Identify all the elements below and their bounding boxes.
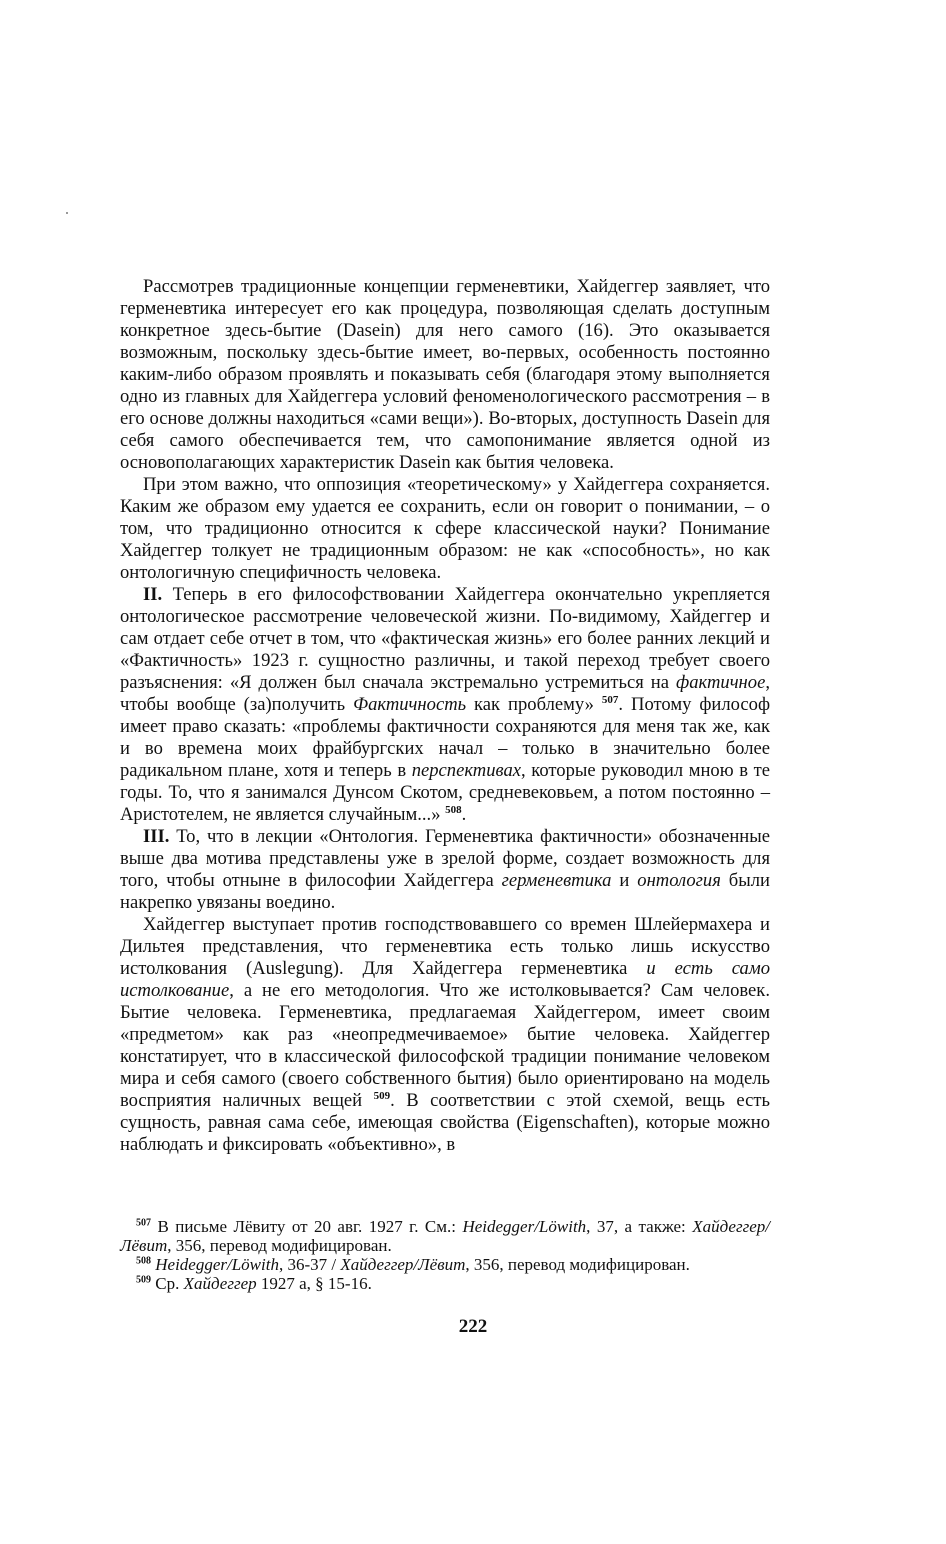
emphasis: Хайдеггер/Лёвит	[340, 1255, 466, 1274]
footnote-1	[120, 1217, 770, 1255]
text-run: и	[611, 870, 638, 891]
text-run: , 356, перевод модифицирован.	[167, 1236, 392, 1255]
text-run: Теперь в его философствовании Хайдеггера окончательно укрепляется онтологическое рассмотрение человеческой жизни. По-видимому, Хайдеггер и сам отдает себе отчет в том, что «фактическая жизнь» его более ранних лекций и «Фактичность» 1923 г. сущностно различны, и такой переход требует своего разъяснения: «Я должен был сначала экстремально устремиться на	[120, 584, 770, 693]
footnote-ref: 507	[136, 1217, 151, 1229]
footnote-ref: 508	[445, 803, 462, 816]
text-run: .	[461, 804, 467, 825]
footnote-3	[120, 1274, 770, 1293]
text-run: При этом важно, что оппозиция «теоретическому» у Хайдеггера сохраняется. Каким же образом ему удается ее сохранить, если он говорит о понимании, – о том, что традиционно относится к сфере классической науки? Понимание Хайдеггер толкует не традиционным образом: не как «способность», но как онтологичную специфичность человека.	[120, 474, 770, 583]
text-run: 1927 а, § 15-16.	[256, 1274, 372, 1293]
emphasis: перспективах	[411, 760, 522, 781]
paragraph-5	[120, 914, 770, 1156]
text-run: Хайдеггер выступает против господствовавшего со времен Шлейермахера и Дильтея представления, что герменевтика есть только лишь искусство истолкования (Auslegung). Для Хайдеггера герменевтика	[120, 914, 770, 979]
text-run: . В соответствии с этой схемой, вещь есть сущность, равная сама себе, имеющая свойства (Eigenschaften), которые можно наблюдать и фиксировать «объективно», в	[120, 1090, 770, 1155]
emphasis: фактичное	[676, 672, 766, 693]
paragraph-4	[120, 826, 770, 914]
page-number: 222	[458, 1316, 488, 1337]
footnote-ref: 507	[601, 693, 619, 706]
text-run: Ср.	[151, 1274, 184, 1293]
text-run: , 36-37 /	[278, 1255, 341, 1274]
emphasis: Heidegger/Löwith	[462, 1217, 587, 1236]
section-marker: II.	[143, 584, 163, 605]
main-text	[120, 276, 770, 1156]
emphasis: онтология	[637, 870, 721, 891]
paragraph-2	[120, 474, 770, 584]
footnote-ref: 509	[136, 1274, 151, 1286]
text-run: , 356, перевод модифицирован.	[465, 1255, 690, 1274]
paragraph-3	[120, 584, 770, 826]
text-run: То, что в лекции «Онтология. Герменевтика фактичности» обозначенные выше два мотива представлены уже в зрелой форме, создает возможность для того, чтобы отныне в философии Хайдеггера	[120, 826, 770, 891]
text-run: , 37, а также:	[586, 1217, 693, 1236]
footnotes	[120, 1217, 770, 1293]
text-run: Рассмотрев традиционные концепции герменевтики, Хайдеггер заявляет, что герменевтика интересует его как процедура, позволяющая сделать доступным конкретное здесь-бытие (Dasein) для него самого (16). Это оказывается возможным, поскольку здесь-бытие имеет, во-первых, особенность постоянно каким-либо образом проявлять и показывать себя (благодаря этому выполняется одно из главных для Хайдеггера условий феноменологического рассмотрения – в его основе должны находиться «сами вещи»). Во-вторых, доступность Dasein для себя самого обеспечивается тем, что самопонимание является одной из основополагающих характеристик Dasein как бытия человека.	[120, 276, 770, 473]
text-run: как проблему»	[466, 694, 602, 715]
text-run: , а не его методология. Что же истолковывается? Сам человек. Бытие человека. Герменевтика, предлагаемая Хайдеггером, имеет своим «предметом» как раз «неопредмечиваемое» бытие человека. Хайдеггер констатирует, что в классической философской традиции понимание человеком мира и себя самого (своего собственного бытия) было ориентировано на модель восприятия наличных вещей	[120, 980, 770, 1111]
footnote-ref: 509	[373, 1089, 391, 1102]
emphasis: герменевтика	[501, 870, 612, 891]
text-run: , которые руководил мною в те годы. То, что я занимался Дунсом Скотом, средневековьем, а потом постоянно – Аристотелем, не является случайным...»	[120, 760, 770, 825]
footnote-ref: 508	[136, 1255, 151, 1267]
section-marker: III.	[143, 826, 170, 847]
text-run: , чтобы вообще (за)получить	[120, 672, 770, 715]
emphasis: Хайдеггер	[183, 1274, 257, 1293]
scan-speck	[66, 212, 68, 214]
text-run: были накрепко увязаны воедино.	[120, 870, 770, 913]
emphasis: Фактичность	[353, 694, 467, 715]
emphasis: и есть само истолкование	[120, 958, 770, 1001]
paragraph-1	[120, 276, 770, 474]
text-run: В письме Лёвиту от 20 авг. 1927 г. См.:	[151, 1217, 463, 1236]
emphasis: Heidegger/Löwith	[155, 1255, 279, 1274]
emphasis: Хайдеггер/Лёвит	[120, 1217, 771, 1255]
text-run: . Потому философ имеет право сказать: «проблемы фактичности сохраняются для меня так же, как и во времена моих фрайбургских начал – только в значительно более радикальном плане, хотя и теперь в	[120, 694, 770, 781]
footnote-2	[120, 1255, 770, 1274]
